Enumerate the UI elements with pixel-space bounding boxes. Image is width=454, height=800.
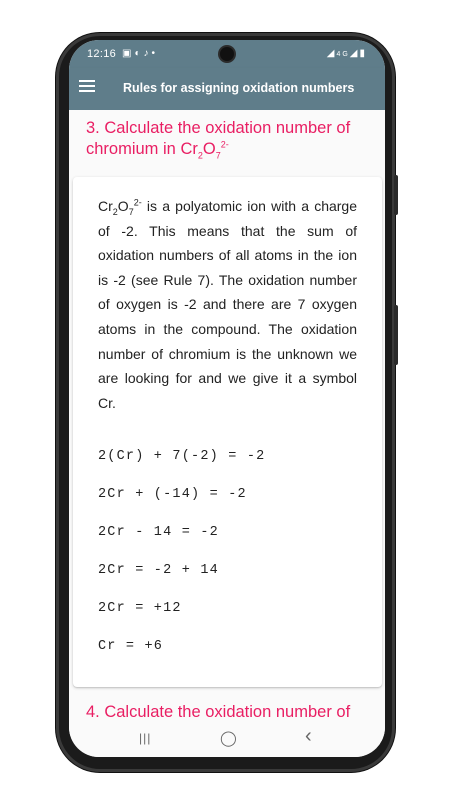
- back-button[interactable]: ‹: [305, 725, 312, 747]
- explanation-paragraph: [98, 194, 357, 415]
- home-button[interactable]: ◯: [220, 730, 237, 747]
- status-left-icons: [122, 48, 158, 59]
- section-4-heading: 4. Calculate the oxidation number of: [86, 703, 351, 720]
- app-bar: [69, 68, 385, 110]
- equation-line: 2Cr = -2 + 14: [98, 563, 219, 578]
- device-screen: [69, 40, 385, 757]
- status-time: 12:16: [87, 48, 117, 60]
- section-3-heading-text: 3. Calculate the oxidation number of chromium in Cr: [86, 119, 351, 158]
- power-button: [394, 305, 398, 365]
- formula-element: Cr: [98, 198, 113, 214]
- formula-element: O: [202, 140, 216, 158]
- volume-button: [394, 175, 398, 215]
- 4g-icon: 4G: [336, 51, 350, 58]
- formula-sub: 2: [112, 206, 118, 217]
- battery-icon: ▮: [359, 48, 367, 59]
- section-3-heading: [86, 118, 376, 160]
- page-title: Rules for assigning oxidation numbers: [123, 81, 355, 95]
- formula-element: O: [117, 198, 129, 214]
- shield-icon: ◐: [134, 48, 144, 59]
- formula-sub: 7: [128, 206, 134, 217]
- system-nav-bar: [69, 720, 385, 757]
- formula-sub: 2: [197, 150, 203, 161]
- formula-charge: 2-: [133, 197, 142, 208]
- equation-line: 2Cr = +12: [98, 601, 182, 616]
- formula-sub: 7: [215, 150, 221, 161]
- recents-button[interactable]: |||: [139, 731, 152, 745]
- scroll-content[interactable]: [69, 110, 385, 720]
- hamburger-icon[interactable]: [79, 80, 97, 94]
- signal-strength-icon: ◢: [349, 48, 360, 59]
- front-camera: [220, 47, 234, 61]
- dot-icon: •: [151, 48, 159, 59]
- signal-icon: ◢: [326, 48, 337, 59]
- gallery-icon: ▣: [122, 48, 135, 59]
- explanation-card: [73, 177, 382, 687]
- equation-line: Cr = +6: [98, 639, 164, 654]
- equation-line: 2Cr + (-14) = -2: [98, 487, 247, 502]
- equation-line: 2Cr - 14 = -2: [98, 525, 219, 540]
- equation-line: 2(Cr) + 7(-2) = -2: [98, 449, 266, 464]
- music-icon: ♪: [143, 48, 152, 59]
- status-right-icons: [327, 48, 367, 59]
- formula-charge: 2-: [220, 139, 229, 150]
- paragraph-text: is a polyatomic ion with a charge of -2. This means that the sum of oxidation numbers of all atoms in the ion is -2 (see Rule 7). The oxidation number of oxygen is -2 and there are 7 oxygen atoms in the compound. The oxidation number of chromium is the unknown we are looking for and we give it a symbol Cr.: [98, 198, 357, 411]
- status-bar: [69, 40, 385, 68]
